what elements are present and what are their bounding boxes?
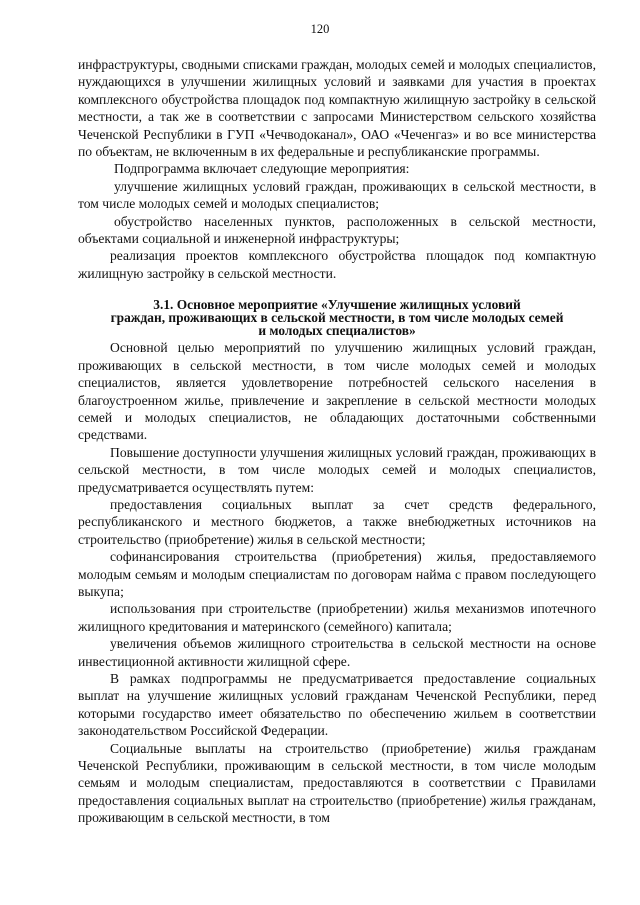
paragraph-no-payments: В рамках подпрограммы не предусматривается предоставление социальных выплат на улучшение жилищных условий гражданам Чеченской Республики, перед которыми государство имеет обязательство по обеспечению жильем в соответствии законодательством Российской Федерации.: [78, 671, 596, 739]
section-heading: [78, 298, 596, 337]
paragraph-intro-continuation: инфраструктуры, сводными списками граждан, молодых семей и молодых специалистов, нуждающихся в улучшении жилищных условий и заявками для участия в проектах комплексного обустройства площадок под компактную жилищную застройку в сельской местности, а так же в соответствии с запросами Министерством сельского хозяйства Чеченской Республики в ГУП «Чечводоканал», ОАО «Чеченгаз» и во все министерства по объектам, не включенным в их федеральные и республиканские программы.: [78, 57, 596, 160]
paragraph-social-payments-rules: Социальные выплаты на строительство (приобретение) жилья гражданам Чеченской Республики, проживающим в сельской местности, в том числе молодым семьям и молодым специалистам, предоставляются в соответствии с Правилами предоставления социальных выплат на строительство (приобретение) жилья гражданам, проживающим в сельской местности, в том: [78, 740, 596, 826]
section-heading-line-2: граждан, проживающих в сельской местности, в том числе молодых семей: [110, 310, 564, 326]
section-heading-line-1: 3.1. Основное мероприятие «Улучшение жилищных условий: [153, 297, 521, 313]
list-item-compact-development: реализация проектов комплексного обустройства площадок под компактную жилищную застройку в сельской местности.: [78, 248, 596, 281]
list-item-cofinancing: софинансирования строительства (приобретения) жилья, предоставляемого молодым семьям и молодым специалистам по договорам найма с правом последующего выкупа;: [78, 549, 596, 599]
page-number: 120: [310, 22, 330, 36]
list-item-settlement-facilities: обустройство населенных пунктов, расположенных в сельской местности, объектами социальной и инженерной инфраструктуры;: [78, 213, 596, 247]
document-body: [78, 56, 596, 827]
list-item-housing-improvement: улучшение жилищных условий граждан, проживающих в сельской местности, в том числе молодых семей и молодых специалистов;: [78, 178, 596, 212]
paragraph-subprogram-intro: Подпрограмма включает следующие мероприятия:: [114, 161, 410, 177]
section-heading-line-3: и молодых специалистов»: [258, 323, 416, 339]
list-item-mortgage: использования при строительстве (приобретении) жилья механизмов ипотечного жилищного кредитования и материнского (семейного) капитала;: [78, 601, 596, 634]
list-item-construction-volume: увеличения объемов жилищного строительства в сельской местности на основе инвестиционной активности жилищной сфере.: [78, 636, 596, 669]
paragraph-accessibility: Повышение доступности улучшения жилищных условий граждан, проживающих в сельской местности, в том числе молодых семей и молодых специалистов, предусматривается осуществлять путем:: [78, 444, 596, 495]
list-item-social-payments: предоставления социальных выплат за счет средств федерального, республиканского и местного бюджетов, а также внебюджетных источников на строительство (приобретение) жилья в сельской местности;: [78, 496, 596, 547]
paragraph-main-goal: Основной целью мероприятий по улучшению жилищных условий граждан, проживающих в сельской местности, в том числе молодых семей и молодых специалистов, является удовлетворение потребностей сельского населения в благоустроенном жилье, привлечение и закрепление в сельской местности молодых семей и молодых специалистов, не обладающих достаточными собственными средствами.: [78, 340, 596, 443]
